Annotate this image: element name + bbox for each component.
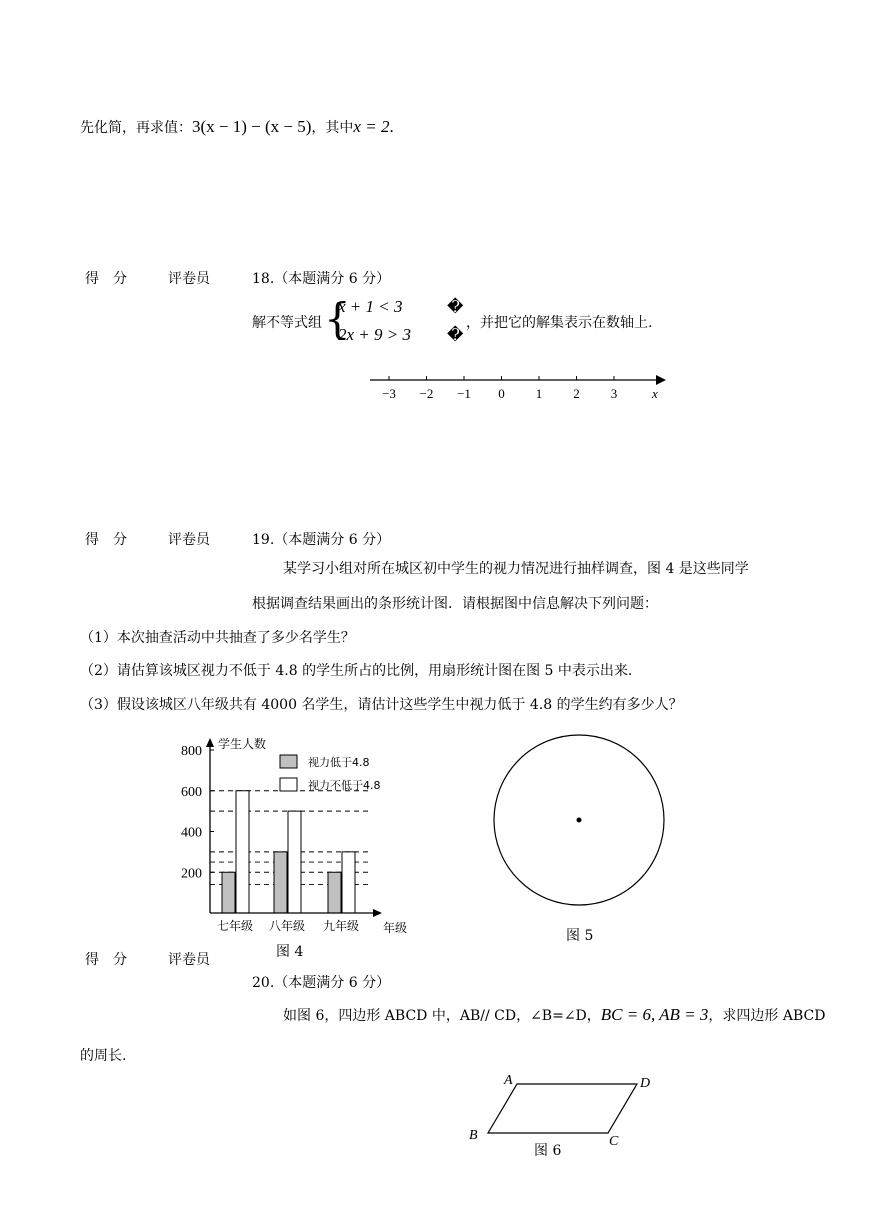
parallelogram-abcd	[488, 1084, 637, 1133]
q18-grader-label: 评卷员	[168, 271, 210, 287]
bar-normal-vision	[288, 811, 301, 913]
q18-score-label: 得 分	[85, 271, 127, 287]
bar-low-vision	[222, 872, 235, 913]
q20-line-2: 的周长.	[80, 1048, 127, 1064]
q20-text-b: BC = 6, AB = 3	[600, 1005, 709, 1024]
q20-text-c: ，求四边形 ABCD	[708, 1008, 826, 1024]
q20-score-label: 得 分	[85, 952, 127, 968]
legend-swatch-low	[280, 755, 297, 768]
q18-inequality-2: 2x + 9 > 3	[338, 325, 411, 344]
q17-prefix: 先化简，再求值：	[80, 120, 192, 136]
q18-marker-2: �	[447, 325, 464, 344]
bar-low-vision	[328, 872, 341, 913]
fig6-caption: 图 6	[534, 1143, 562, 1159]
q18-inequality-1: x + 1 < 3	[338, 297, 403, 316]
number-line-tick-label: −3	[382, 386, 396, 401]
q20-title: 20.（本题满分 6 分）	[252, 975, 391, 991]
q18-title: 18.（本题满分 6 分）	[252, 271, 391, 287]
q19-sub-3: （3）假设该城区八年级共有 4000 名学生，请估计这些学生中视力低于 4.8 的学生约有多少人？	[80, 697, 683, 713]
q20-grader-label: 评卷员	[168, 952, 210, 968]
q18-suffix: ，并把它的解集表示在数轴上.	[466, 315, 653, 331]
number-line-tick-label: 1	[535, 386, 543, 401]
vertex-a-label: A	[504, 1073, 513, 1088]
fig5-caption: 图 5	[566, 928, 594, 944]
q19-grader-label: 评卷员	[168, 532, 210, 548]
q19-intro-2: 根据调查结果画出的条形统计图．请根据图中信息解决下列问题：	[252, 596, 658, 612]
q20-text-a: 如图 6，四边形 ABCD 中，AB// CD，∠B=∠D，	[283, 1008, 601, 1024]
fig5-center-dot	[577, 818, 582, 823]
y-tick-label: 800	[181, 744, 202, 759]
pie-chart-fig5-blank	[490, 732, 670, 910]
number-line	[360, 368, 680, 412]
q18-prefix: 解不等式组	[252, 315, 322, 331]
q18-marker-1: �	[447, 297, 464, 316]
q19-title: 19.（本题满分 6 分）	[252, 532, 391, 548]
q19-sub-1: （1）本次抽查活动中共抽查了多少名学生？	[80, 630, 355, 646]
vertex-d-label: D	[640, 1076, 651, 1091]
bar-low-vision	[274, 852, 287, 913]
q19-score-label: 得 分	[85, 532, 127, 548]
number-line-variable: x	[652, 386, 658, 401]
q17-line	[80, 117, 394, 137]
legend-swatch-high	[280, 778, 297, 791]
vertex-c-label: C	[609, 1134, 619, 1149]
x-axis-label: 年级	[383, 921, 408, 935]
x-tick-label: 七年级	[216, 919, 254, 933]
q20-line-1	[283, 1005, 825, 1025]
legend-label-low: 视力低于4.8	[308, 756, 370, 769]
q19-intro-1: 某学习小组对所在城区初中学生的视力情况进行抽样调查，图 4 是这些同学	[283, 561, 749, 577]
bar-normal-vision	[342, 852, 355, 913]
bar-chart-fig4	[170, 732, 420, 960]
q17-expression: 3(x − 1) − (x − 5)	[192, 117, 312, 136]
q17-condition: x = 2	[353, 117, 390, 136]
q19-sub-2: （2）请估算该城区视力不低于 4.8 的学生所占的比例，用扇形统计图在图 5 中表示出来.	[80, 663, 633, 679]
q18-brace: {	[324, 294, 351, 343]
x-axis-arrow	[373, 909, 382, 917]
parallelogram-fig6	[460, 1065, 660, 1160]
number-line-tick-label: −1	[457, 386, 471, 401]
y-tick-label: 600	[181, 784, 202, 800]
number-line-tick-label: 2	[573, 386, 580, 401]
number-line-tick-label: −2	[419, 386, 434, 401]
y-tick-label: 400	[181, 825, 202, 841]
number-line-tick-label: 0	[498, 386, 505, 401]
y-axis-arrow	[206, 738, 214, 747]
bar-normal-vision	[236, 791, 249, 913]
number-line-tick-label: 3	[610, 386, 618, 401]
y-axis-label: 学生人数	[218, 737, 267, 751]
fig4-caption: 图 4	[276, 944, 304, 960]
x-tick-label: 九年级	[322, 919, 360, 933]
vertex-b-label: B	[469, 1128, 478, 1143]
q17-mid: ，其中	[311, 120, 354, 136]
legend-label-high: 视力不低于4.8	[308, 779, 381, 792]
x-tick-label: 八年级	[268, 919, 306, 933]
q17-end: .	[389, 117, 394, 136]
y-tick-label: 200	[181, 866, 202, 882]
